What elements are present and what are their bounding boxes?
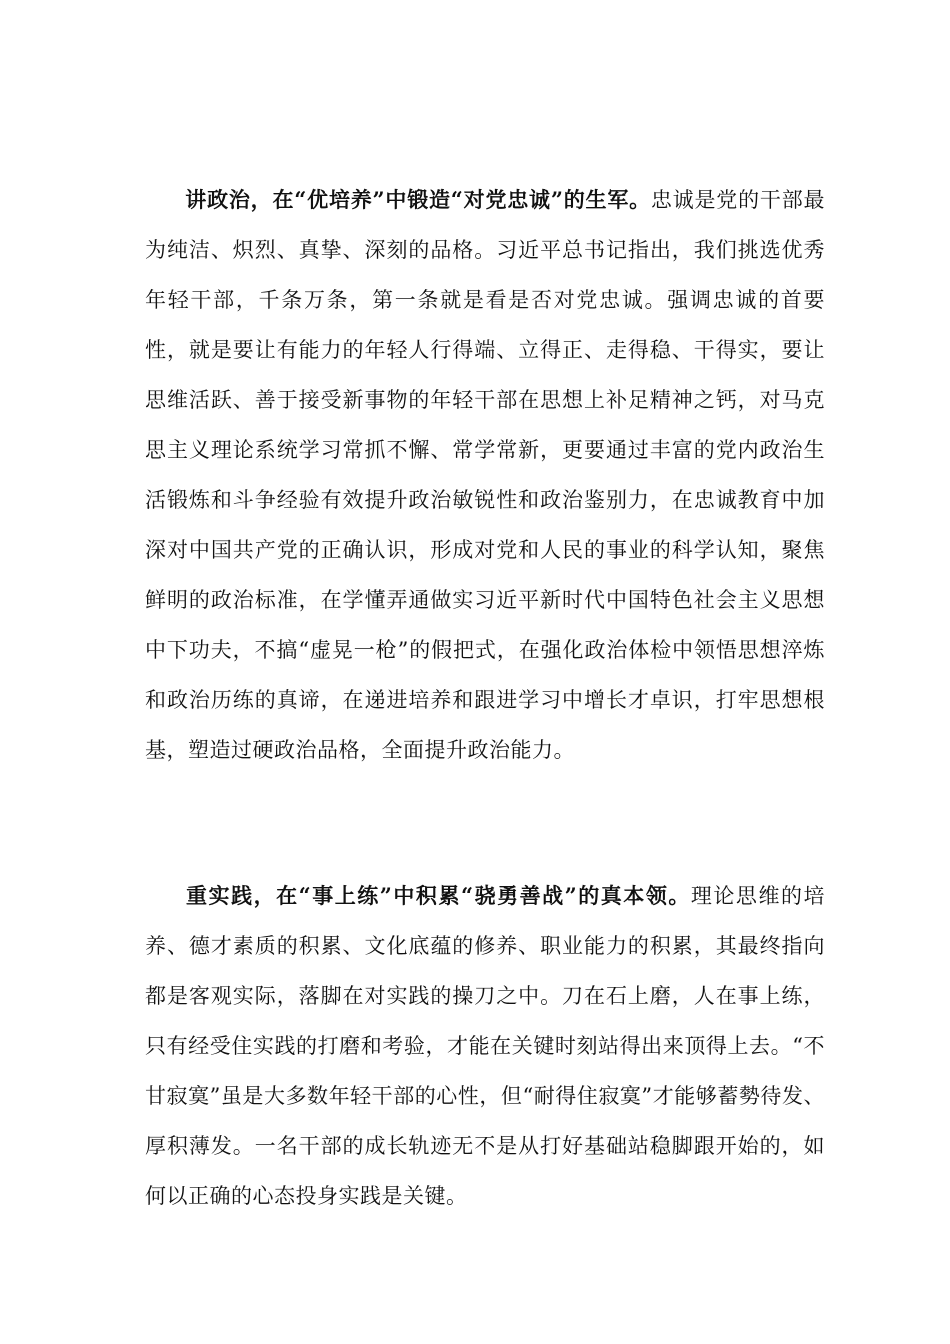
paragraph-body: 忠诚是党的干部最为纯洁、炽烈、真挚、深刻的品格。习近平总书记指出，我们挑选优秀年轻干部，千条万条，第一条就是看是否对党忠诚。强调忠诚的首要性，就是要让有能力的年轻人行得端、立得正、走得稳、干得实，要让思维活跃、善于接受新事物的年轻干部在思想上补足精神之钙，对马克思主义理论系统学习常抓不懈、常学常新，更要通过丰富的党内政治生活锻炼和斗争经验有效提升政治敏锐性和政治鉴别力，在忠诚教育中加深对中国共产党的正确认识，形成对党和人民的事业的科学认知，聚焦鲜明的政治标准，在学懂弄通做实习近平新时代中国特色社会主义思想中下功夫，不搞“虚晃一枪”的假把式，在强化政治体检中领悟思想淬炼和政治历练的真谛，在递进培养和跟进学习中增长才卓识，打牢思想根基，塑造过硬政治品格，全面提升政治能力。	[145, 188, 825, 762]
paragraph-body: 理论思维的培养、德才素质的积累、文化底蕴的修养、职业能力的积累，其最终指向都是客观实际，落脚在对实践的操刀之中。刀在石上磨，人在事上练，只有经受住实践的打磨和考验，才能在关键时刻站得出来顶得上去。“不甘寂寞”虽是大多数年轻干部的心性，但“耐得住寂寞”才能够蓄勢待发、厚积薄发。一名干部的成长轨迹无不是从打好基础站稳脚跟开始的，如何以正确的心态投身实践是关键。	[145, 884, 825, 1208]
paragraph-practice	[145, 871, 825, 1221]
paragraph-political	[145, 175, 825, 775]
paragraph-heading: 重实践，在“事上练”中积累“骁勇善战”的真本领。	[185, 883, 691, 908]
paragraph-heading: 讲政治，在“优培养”中锻造“对党忠诚”的生军。	[185, 187, 651, 212]
